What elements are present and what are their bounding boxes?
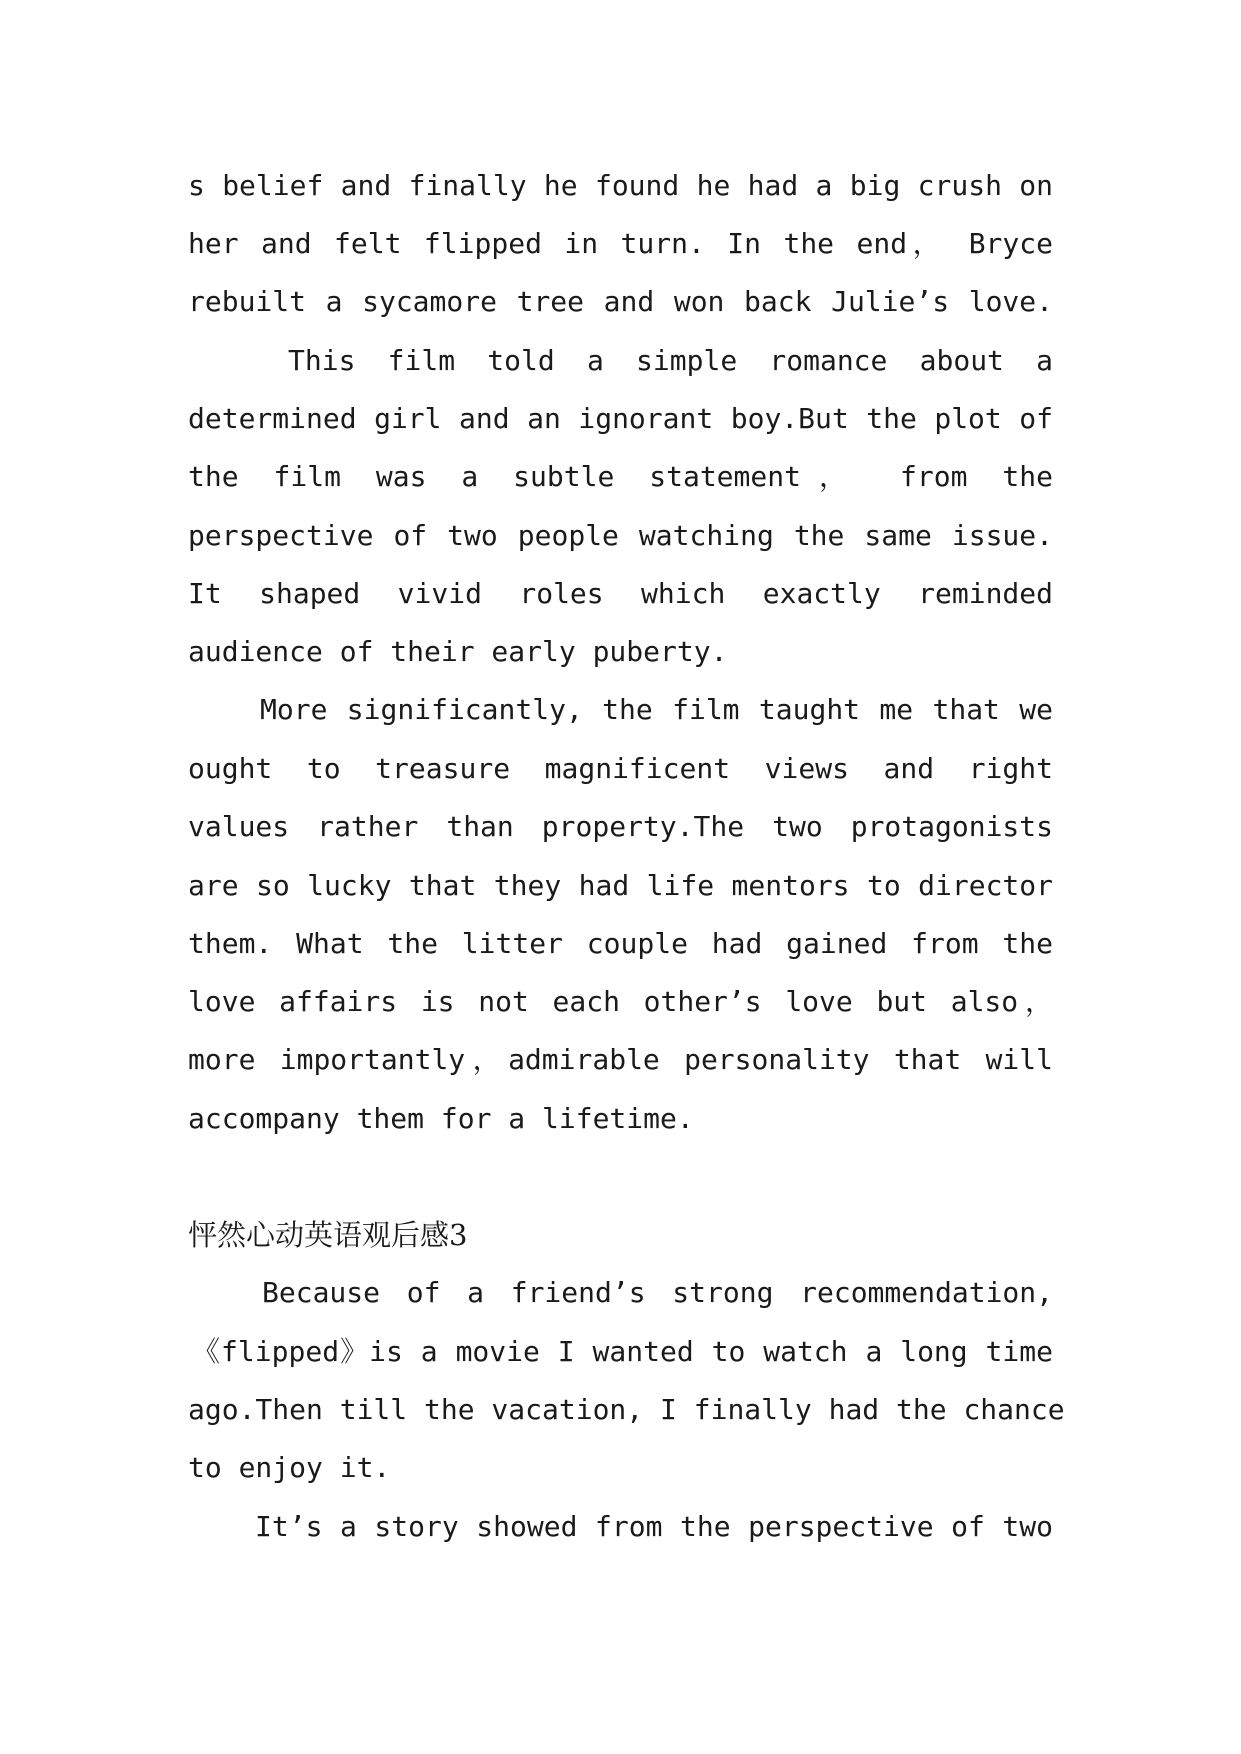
body-text-line: audience of their early puberty. [188, 635, 728, 668]
paragraph-first-line: Because of a friend’s strong recommendation, [262, 1276, 1053, 1309]
body-text-line: s belief and finally he found he had a big crush on [188, 169, 1053, 202]
body-text-line: rebuilt a sycamore tree and won back Julie’s love. [188, 285, 1053, 318]
body-text-line: 《flipped》is a movie I wanted to watch a long time [192, 1335, 1053, 1368]
body-text-line: ought to treasure magnificent views and right [188, 752, 1053, 785]
body-text-line: the film was a subtle statement， from the [188, 460, 1053, 493]
body-text-line: perspective of two people watching the same issue. [188, 519, 1053, 552]
section-heading: 怦然心动英语观后感3 [188, 1218, 468, 1252]
body-text-line: ago.Then till the vacation, I finally had the chance [188, 1393, 1065, 1426]
body-text-line: them. What the litter couple had gained from the [188, 927, 1053, 960]
paragraph-first-line: More significantly, the film taught me that we [260, 693, 1053, 726]
body-text-line: more importantly，admirable personality that will [188, 1043, 1053, 1076]
body-text-line: are so lucky that they had life mentors to director [188, 869, 1053, 902]
paragraph-first-line: This film told a simple romance about a [288, 344, 1053, 377]
body-text-line: her and felt flipped in turn. In the end， Bryce [188, 227, 1053, 260]
body-text-line: It shaped vivid roles which exactly reminded [188, 577, 1053, 610]
body-text-line: accompany them for a lifetime. [188, 1102, 694, 1135]
body-text-line: values rather than property.The two protagonists [188, 810, 1053, 843]
paragraph-first-line: It’s a story showed from the perspective of two [255, 1510, 1053, 1543]
body-text-line: determined girl and an ignorant boy.But the plot of [188, 402, 1053, 435]
body-text-line: to enjoy it. [188, 1451, 391, 1484]
body-text-line: love affairs is not each other’s love but also， [188, 985, 1053, 1018]
